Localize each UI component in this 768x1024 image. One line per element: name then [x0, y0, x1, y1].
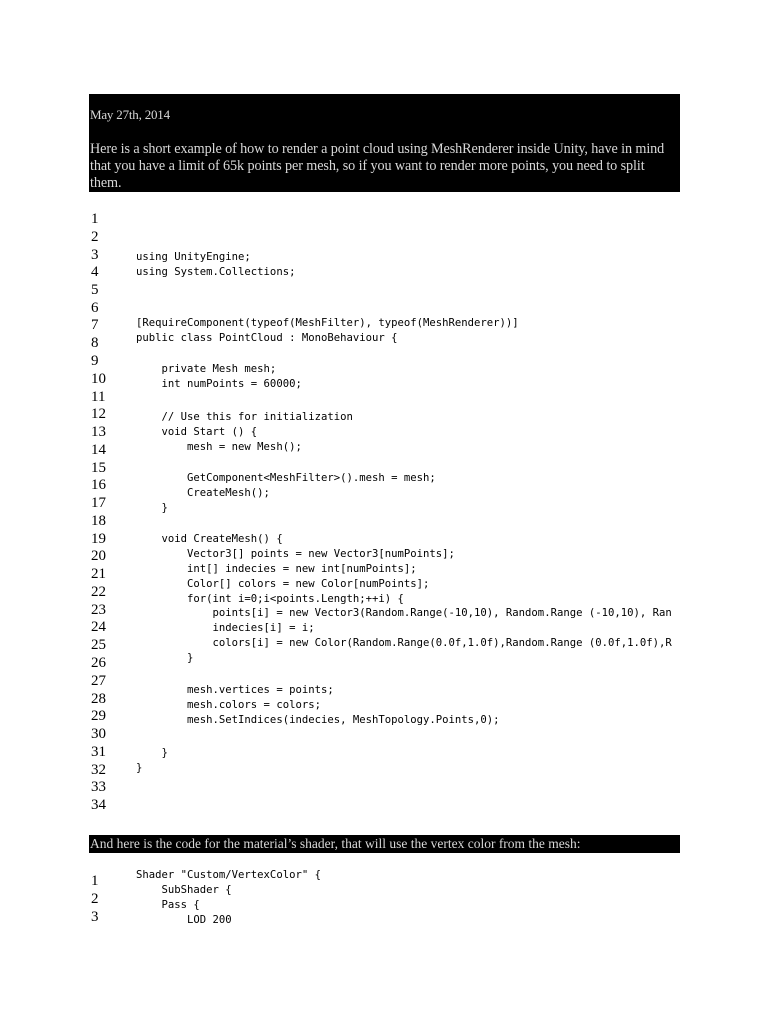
line-number: 13	[91, 424, 106, 440]
code-line: int[] indecies = new int[numPoints];	[136, 563, 417, 575]
line-number: 25	[91, 637, 106, 653]
line-number: 2	[91, 891, 99, 907]
code-line: mesh.SetIndices(indecies, MeshTopology.Points,0);	[136, 714, 500, 726]
line-number: 34	[91, 797, 106, 813]
line-number: 28	[91, 691, 106, 707]
code-line: using UnityEngine;	[136, 251, 251, 263]
code-line: for(int i=0;i<points.Length;++i) {	[136, 593, 404, 605]
code-line: [RequireComponent(typeof(MeshFilter), typeof(MeshRenderer))]	[136, 317, 519, 329]
code-line: Shader "Custom/VertexColor" {	[136, 869, 321, 881]
code-line: void Start () {	[136, 426, 258, 438]
line-number: 32	[91, 762, 106, 778]
line-number: 22	[91, 584, 106, 600]
line-number: 29	[91, 708, 106, 724]
line-number: 21	[91, 566, 106, 582]
line-number: 20	[91, 548, 106, 564]
line-number: 15	[91, 460, 106, 476]
line-number: 33	[91, 779, 106, 795]
line-number: 19	[91, 531, 106, 547]
post-header	[89, 94, 680, 192]
code-line: mesh.colors = colors;	[136, 699, 321, 711]
code-line: mesh.vertices = points;	[136, 684, 334, 696]
line-number: 9	[91, 353, 99, 369]
code-line: mesh = new Mesh();	[136, 441, 302, 453]
code-line: }	[136, 762, 143, 774]
line-number: 6	[91, 300, 99, 316]
shader-intro: And here is the code for the material’s shader, that will use the vertex color from the mesh:	[89, 835, 680, 853]
code-line: CreateMesh();	[136, 487, 270, 499]
code-line: Vector3[] points = new Vector3[numPoints];	[136, 548, 455, 560]
line-number: 24	[91, 619, 106, 635]
code-line: GetComponent<MeshFilter>().mesh = mesh;	[136, 472, 436, 484]
code-line: LOD 200	[136, 914, 232, 926]
line-number: 7	[91, 317, 99, 333]
line-number: 12	[91, 406, 106, 422]
code-line: void CreateMesh() {	[136, 533, 283, 545]
line-number: 23	[91, 602, 106, 618]
line-number: 27	[91, 673, 106, 689]
line-number: 26	[91, 655, 106, 671]
line-number: 30	[91, 726, 106, 742]
code-line: int numPoints = 60000;	[136, 378, 302, 390]
code-line: Pass {	[136, 899, 200, 911]
line-number: 8	[91, 335, 99, 351]
line-number: 5	[91, 282, 99, 298]
code-line: }	[136, 502, 168, 514]
code-line: Color[] colors = new Color[numPoints];	[136, 578, 430, 590]
code-line: points[i] = new Vector3(Random.Range(-10,10), Random.Range (-10,10), Ran	[136, 607, 672, 619]
line-number: 2	[91, 229, 99, 245]
code-line: using System.Collections;	[136, 266, 296, 278]
line-number: 17	[91, 495, 106, 511]
code-line: // Use this for initialization	[136, 411, 353, 423]
code-line: private Mesh mesh;	[136, 363, 277, 375]
line-number: 1	[91, 211, 99, 227]
line-number: 14	[91, 442, 106, 458]
line-number: 1	[91, 873, 99, 889]
line-number: 10	[91, 371, 106, 387]
line-number: 11	[91, 389, 106, 405]
line-number: 3	[91, 909, 99, 925]
code-line: SubShader {	[136, 884, 232, 896]
line-number: 3	[91, 247, 99, 263]
line-number: 16	[91, 477, 106, 493]
code-line: public class PointCloud : MonoBehaviour {	[136, 332, 398, 344]
line-number: 4	[91, 264, 99, 280]
line-number: 18	[91, 513, 106, 529]
code-line: indecies[i] = i;	[136, 622, 315, 634]
code-line: }	[136, 652, 194, 664]
post-intro: Here is a short example of how to render a point cloud using MeshRenderer inside Unity, have in mind that you have a limit of 65k points per mesh, so if you want to render more points, you need to split them.	[90, 141, 665, 191]
code-line: }	[136, 747, 168, 759]
code-line: colors[i] = new Color(Random.Range(0.0f,1.0f),Random.Range (0.0f,1.0f),R	[136, 637, 672, 649]
post-date: May 27th, 2014	[90, 107, 170, 122]
line-number: 31	[91, 744, 106, 760]
